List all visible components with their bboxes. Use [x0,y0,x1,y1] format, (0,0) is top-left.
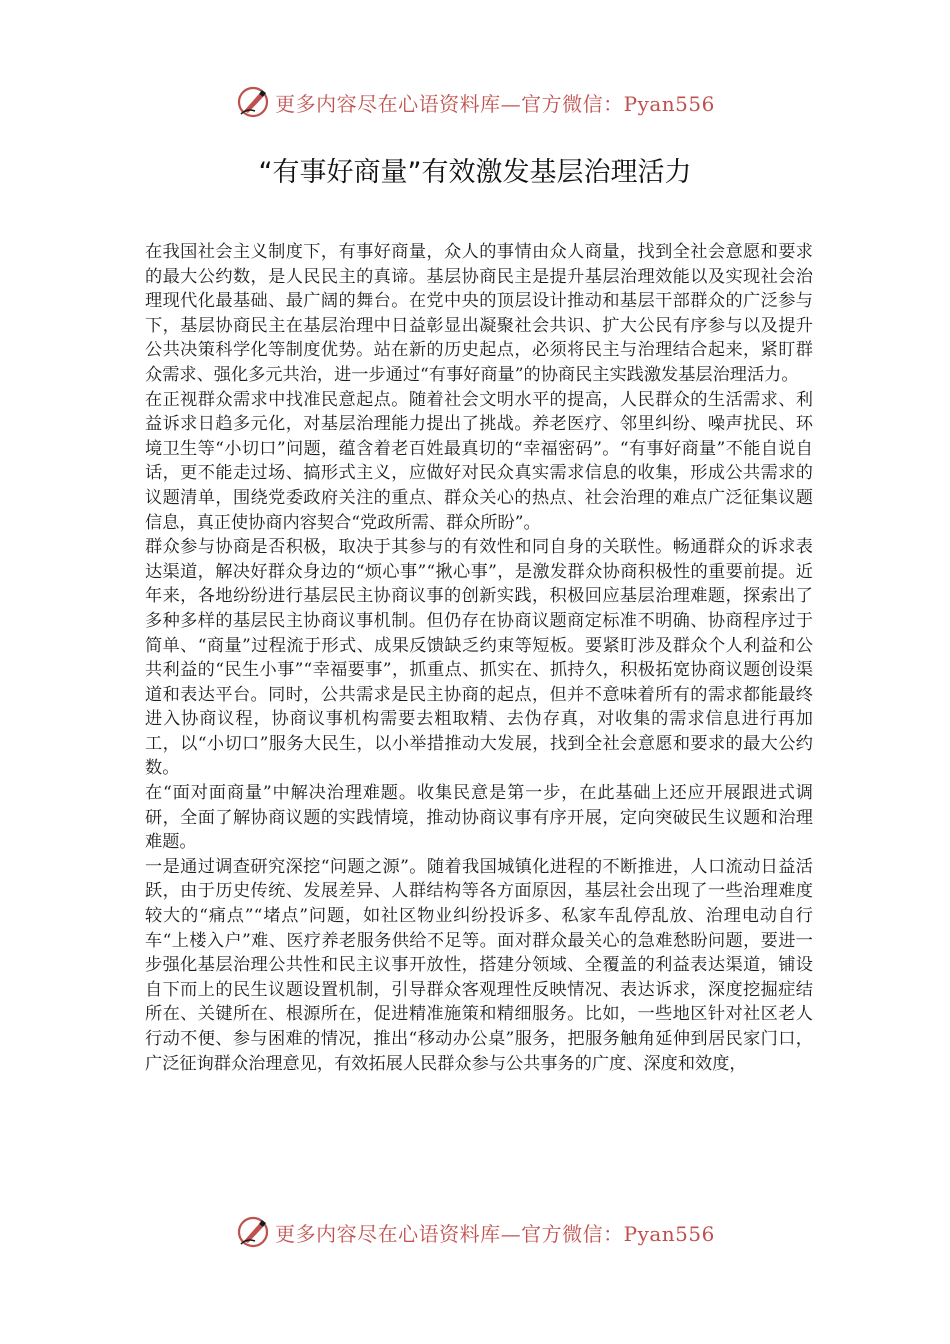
paragraph: 在我国社会主义制度下，有事好商量，众人的事情由众人商量，找到全社会意愿和要求的最大公约数，是人民民主的真谛。基层协商民主是提升基层治理效能以及实现社会治理现代化最基础、最广阔的舞台。在党中央的顶层设计推动和基层干部群众的广泛参与下，基层协商民主在基层治理中日益彰显出凝聚社会共识、扩大公民有序参与以及提升公共决策科学化等制度优势。站在新的历史起点，必须将民主与治理结合起来，紧盯群众需求、强化多元共治，进一步通过“有事好商量”的协商民主实践激发基层治理活力。 [145,242,813,385]
paragraph: 在“面对面商量”中解决治理难题。收集民意是第一步，在此基础上还应开展跟进式调研，全面了解协商议题的实践情境，推动协商议事有序开展，定向突破民生议题和治理难题。 [145,783,813,853]
document-title: “有事好商量”有效激发基层治理活力 [258,157,692,188]
footer-banner [0,1212,950,1252]
brand-logo-icon [235,84,271,120]
header-banner-text: 更多内容尽在心语资料库—官方微信：Pyan556 [275,91,715,116]
paragraph: 群众参与协商是否积极，取决于其参与的有效性和同自身的关联性。畅通群众的诉求表达渠道，解决好群众身边的“烦心事”“揪心事”，是激发群众协商积极性的重要前提。近年来，各地纷纷进行基层民主协商议事的创新实践，积极回应基层治理难题，探索出了多种多样的基层民主协商议事机制。但仍存在协商议题商定标准不明确、协商程序过于简单、“商量”过程流于形式、成果反馈缺乏约束等短板。要紧盯涉及群众个人利益和公共利益的“民生小事”“幸福要事”，抓重点、抓实在、抓持久，积极拓宽协商议题创设渠道和表达平台。同时，公共需求是民主协商的起点，但并不意味着所有的需求都能最终进入协商议程，协商议事机构需要去粗取精、去伪存真，对收集的需求信息进行再加工，以“小切口”服务大民生，以小举措推动大发展，找到全社会意愿和要求的最大公约数。 [145,537,813,779]
paragraph: 一是通过调查研究深挖“问题之源”。随着我国城镇化进程的不断推进，人口流动日益活跃，由于历史传统、发展差异、人群结构等各方面原因，基层社会出现了一些治理难度较大的“痛点”“堵点”问题，如社区物业纠纷投诉多、私家车乱停乱放、治理电动自行车“上楼入户”难、医疗养老服务供给不足等。面对群众最关心的急难愁盼问题，要进一步强化基层治理公共性和民主议事开放性，搭建分领域、全覆盖的利益表达渠道，铺设自下而上的民生议题设置机制，引导群众客观理性反映情况、表达诉求，深度挖掘症结所在、关键所在、根源所在，促进精准施策和精细服务。比如，一些地区针对社区老人行动不便、参与困难的情况，推出“移动办公桌”服务，把服务触角延伸到居民家门口，广泛征询群众治理意见，有效拓展人民群众参与公共事务的广度、深度和效度， [145,856,813,1074]
footer-banner-text: 更多内容尽在心语资料库—官方微信：Pyan556 [275,1221,715,1246]
header-banner [0,82,950,122]
document-body [145,240,813,1076]
paragraph: 在正视群众需求中找准民意起点。随着社会文明水平的提高，人民群众的生活需求、利益诉求日趋多元化，对基层治理能力提出了挑战。养老医疗、邻里纠纷、噪声扰民、环境卫生等“小切口”问题，蕴含着老百姓最真切的“幸福密码”。“有事好商量”不能自说自话，更不能走过场、搞形式主义，应做好对民众真实需求信息的收集，形成公共需求的议题清单，围绕党委政府关注的重点、群众关心的热点、社会治理的难点广泛征集议题信息，真正使协商内容契合“党政所需、群众所盼”。 [145,389,813,533]
brand-logo-icon [235,1214,271,1250]
